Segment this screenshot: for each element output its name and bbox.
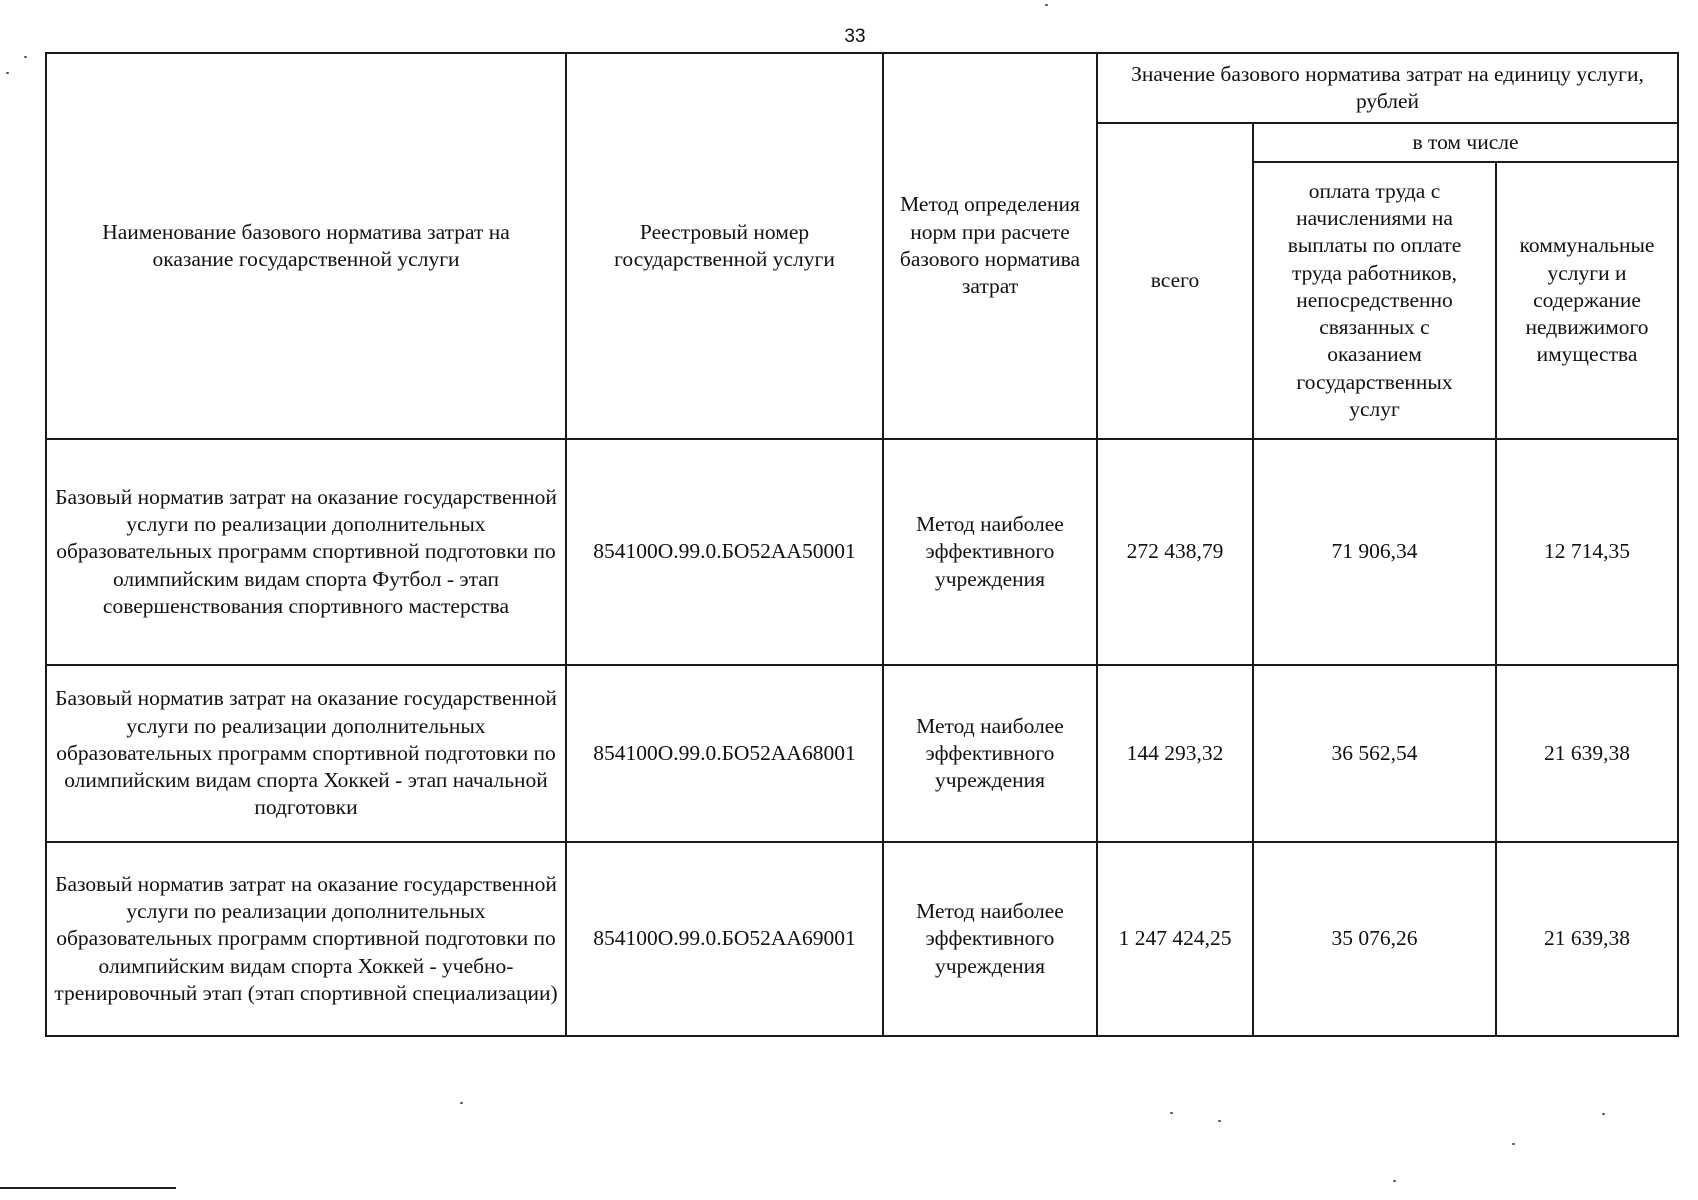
header-labor: оплата труда с начислениями на выплаты по оплате труда работников, непосредственно связанных с оказанием государственных услуг bbox=[1253, 162, 1496, 439]
scan-speck bbox=[1602, 1113, 1605, 1115]
scan-speck bbox=[1045, 4, 1048, 6]
cell-total: 272 438,79 bbox=[1097, 439, 1253, 665]
table-row bbox=[46, 842, 1678, 1036]
table-row bbox=[46, 439, 1678, 665]
cell-name: Базовый норматив затрат на оказание государственной услуги по реализации дополнительных образовательных программ спортивной подготовки по олимпийским видам спорта Хоккей - учебно-тренировочный этап (этап спортивной специализации) bbox=[46, 842, 566, 1036]
scan-speck bbox=[1512, 1143, 1515, 1145]
header-utilities: коммунальные услуги и содержание недвижимого имущества bbox=[1496, 162, 1678, 439]
cell-registry-number: 854100О.99.0.БО52АА50001 bbox=[566, 439, 883, 665]
page-number: 33 bbox=[844, 26, 866, 47]
header-value-group: Значение базового норматива затрат на единицу услуги, рублей bbox=[1097, 53, 1678, 123]
cell-method: Метод наиболее эффективного учреждения bbox=[883, 439, 1097, 665]
cost-norms-table bbox=[45, 52, 1679, 1037]
header-method: Метод определения норм при расчете базового норматива затрат bbox=[883, 53, 1097, 439]
cell-registry-number: 854100О.99.0.БО52АА69001 bbox=[566, 842, 883, 1036]
header-row-top bbox=[46, 53, 1678, 123]
cell-utilities: 21 639,38 bbox=[1496, 842, 1678, 1036]
header-including: в том числе bbox=[1253, 123, 1678, 162]
cell-method: Метод наиболее эффективного учреждения bbox=[883, 842, 1097, 1036]
cell-total: 1 247 424,25 bbox=[1097, 842, 1253, 1036]
scan-speck bbox=[1170, 1112, 1173, 1114]
scan-speck bbox=[1393, 1180, 1396, 1182]
cell-total: 144 293,32 bbox=[1097, 665, 1253, 842]
cell-utilities: 12 714,35 bbox=[1496, 439, 1678, 665]
cell-labor: 35 076,26 bbox=[1253, 842, 1496, 1036]
cell-method: Метод наиболее эффективного учреждения bbox=[883, 665, 1097, 842]
cell-labor: 71 906,34 bbox=[1253, 439, 1496, 665]
scan-speck bbox=[460, 1102, 463, 1104]
footnote-separator-line bbox=[0, 1187, 176, 1189]
table-row bbox=[46, 665, 1678, 842]
header-total: всего bbox=[1097, 123, 1253, 439]
cell-registry-number: 854100О.99.0.БО52АА68001 bbox=[566, 665, 883, 842]
cell-labor: 36 562,54 bbox=[1253, 665, 1496, 842]
header-name: Наименование базового норматива затрат на оказание государственной услуги bbox=[46, 53, 566, 439]
cell-name: Базовый норматив затрат на оказание государственной услуги по реализации дополнительных образовательных программ спортивной подготовки по олимпийским видам спорта Хоккей - этап начальной подготовки bbox=[46, 665, 566, 842]
scan-speck bbox=[1218, 1120, 1221, 1122]
scan-speck bbox=[24, 56, 27, 58]
scan-speck bbox=[6, 72, 9, 74]
cell-utilities: 21 639,38 bbox=[1496, 665, 1678, 842]
cell-name: Базовый норматив затрат на оказание государственной услуги по реализации дополнительных образовательных программ спортивной подготовки по олимпийским видам спорта Футбол - этап совершенствования спортивного мастерства bbox=[46, 439, 566, 665]
header-registry-number: Реестровый номер государственной услуги bbox=[566, 53, 883, 439]
